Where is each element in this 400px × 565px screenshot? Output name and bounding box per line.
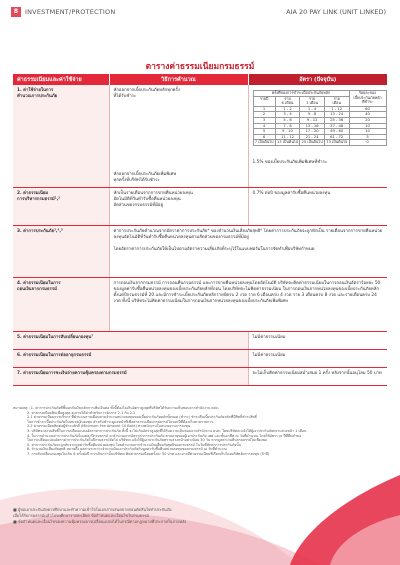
fee-rate <box>248 350 387 368</box>
advisory-bullets <box>13 507 387 525</box>
footnote: 6. จำนวนเงินเสี่ยงภัยสุทธิ หมายถึง ผลต่างระหว่างจำนวนเงินเอาประกันภัยกับมูลค่ารับซื้อคืนหน่วยลงทุนของกรมธรรม์ ณ วันที่คำนวณ <box>27 447 227 452</box>
page-number: 8 <box>11 7 21 17</box>
fee-rate <box>248 332 387 350</box>
table-row <box>13 278 387 332</box>
schedule-cell: 49 - 60 <box>324 129 349 135</box>
schedule-cell: 3 - 4 <box>275 112 300 118</box>
schedule-cell: 1 <box>253 106 275 112</box>
schedule-cell: 11 - 12 <box>275 134 300 140</box>
method-text-extra: โดยอัตราค่าการประกันภัยให้เป็นไปตามอัตราความเสี่ยงภัยที่ระบุไว้ในแบบฟอร์มในการจัดทำเพื่อบริษัทกำหนด <box>113 247 315 252</box>
fee-name-text: 3. ค่าการประกันภัย³,⁴,⁵ <box>17 229 63 234</box>
schedule-col: ราย 3 เดือน <box>300 96 325 106</box>
fee-rate <box>248 368 387 386</box>
fee-name <box>13 350 248 368</box>
column-header-fee: ค่าธรรมเนียมและค่าใช้จ่าย <box>13 74 109 85</box>
schedule-cell: 13 เป็นต้นไป <box>276 140 299 145</box>
schedule-cell: 5 - 6 <box>275 117 300 123</box>
footnote: ในการเปลี่ยนแปลงอัตราค่าการประกันภัยในปีกรมธรรม์ถัดไป บริษัทจะแจ้งให้ผู้เอาประกันภัยทราบล่วงหน้าอย่างน้อย 30 วัน หากมูลค่าเวนคืนกรมธรรม์ไม่เพียงพอ <box>27 438 267 443</box>
footnotes <box>13 406 387 457</box>
footnote: ในการชำระเบี้ยประกันภัยในหน่วยเงินลงทุน สำหรับชำระดูแลหน้าที่เพื่อค่าธรรมเนียมกรมธรรม์ในรอบปีที่ต้องเก็บตามรายการ <box>27 419 213 424</box>
schedule-header: ครั้งที่ของการชำระเบี้ยประกันภัยหลัก <box>253 91 349 97</box>
rate-text: ไม่มีค่าธรรมเนียม <box>252 335 286 340</box>
schedule-cell: 7 เป็นต้นไป <box>254 140 274 145</box>
footnote: 3. บริษัทจะสงวนสิทธิ์ในการเปลี่ยนแปลงอัตราค่าการประกันภัย ทั้งนี้ จะไม่เกินอัตราสูงสุดที่ได้รับความเห็นชอบจากสำนักงาน คปภ. โดยบริษัทจะแจ้งให้ผู้เอาประกันภัยทราบล่วงหน้า 1 เดือน <box>27 428 307 433</box>
schedule-cell: 17 - 20 <box>300 129 325 135</box>
schedule-cell: 4 <box>253 123 275 129</box>
page-title: ตารางค่าธรรมเนียมกรมธรรม์ <box>145 62 255 72</box>
table-row <box>13 350 387 368</box>
schedule-cell: 10 <box>349 123 386 129</box>
schedule-cell: 3 <box>253 117 275 123</box>
method-text: หักออกจากเบี้ยประกันภัยหลักทุกครั้ง ที่ได้รับชำระ <box>113 88 180 99</box>
rate-text: จะไม่เก็บคิดค่าธรรมเนียมสม่ำเสมอ 1 ครั้ง หลังจากนั้นอนุโลม 50 บาท <box>252 371 382 376</box>
schedule-cell: 7 - 8 <box>275 123 300 129</box>
footnote: 2.1 ค่าธรรมเนียมการบริหาร ที่คำนวณรายเดือนตามจำนวนหน่วยลงทุนของเบี้ยประกันภัยหลักทั้งหมด (ชำระ) ชำระคืนเบี้ยประกันภัยหลักที่มีสิทธิ์ชำระสิทธิ์ <box>27 415 257 420</box>
section-title: INVESTMENT/PROTECTION <box>25 8 116 16</box>
fee-name <box>13 188 109 226</box>
schedule-percent-header: ร้อยละของ เบี้ยประกันภัยหลัก ที่ชำระ <box>349 91 386 107</box>
method-text: ค่าการประกันภัยคำนวณจากอัตราค่าการประกันภัย* ของจำนวนเงินเสี่ยงภัยสุทธิ⁶ โดยค่าการประกันภัยจะถูกหักเป็น รายเดือนจากการขายคืนหน่วยลงทุนอัตโนมัติที่วันทำรับซื้อคืนหน่วยลงทุนตามสัดส่วนของกรมธรรม์ที่มีอยู่ <box>113 229 383 240</box>
schedule-col: ราย เดือน <box>324 96 349 106</box>
table-row <box>13 226 387 278</box>
schedule-cell: 2 <box>253 112 275 118</box>
schedule-cell: 9 - 10 <box>275 129 300 135</box>
table-row <box>13 332 387 350</box>
schedule-cell: 25 - 36 <box>324 117 349 123</box>
schedule-cell: 21 - 24 <box>300 134 325 140</box>
schedule-row <box>253 140 386 146</box>
bullet-text: ■ ข้อกำหนดและเงื่อนไขของความคุ้มครองอาจเปลี่ยนแปลงได้ในกรณีตามกฎหมายที่ประกาศในภายหลัง <box>13 519 187 524</box>
schedule-cell: 0 <box>349 140 386 146</box>
fee-name <box>13 332 248 350</box>
table-header-row <box>13 74 387 85</box>
fee-method <box>109 85 248 188</box>
fee-name <box>13 278 109 332</box>
fee-method <box>109 188 248 226</box>
fee-name <box>13 226 109 278</box>
rate-text: 0.7% ต่อปี ของมูลค่ารับซื้อคืนหน่วยลงทุน <box>252 191 331 196</box>
schedule-cell: 10 <box>349 129 386 135</box>
schedule-cell: 1 - 12 <box>324 106 349 112</box>
fee-table <box>13 74 387 386</box>
schedule-cell: 1 - 2 <box>275 106 300 112</box>
schedule-cell: 5 <box>349 134 386 140</box>
schedule-col: รายปี <box>253 96 275 106</box>
table-row <box>13 85 387 188</box>
fee-rate <box>248 188 387 226</box>
method-text-extra: หักออกจากเบี้ยประกันภัยเพิ่มพิเศษ ทุกครั้งที่บริษัทได้รับชำระ <box>113 172 177 183</box>
fee-name <box>13 368 248 386</box>
fee-name-text: 2. ค่าธรรมเนียม การบริหารกรมธรรม์¹,² <box>17 191 61 202</box>
fee-name <box>13 85 109 188</box>
footnote: 7. การสับเปลี่ยนกองทุนไม่เกิน 6 ครั้งต่อปี หากเกินกว่านั้นบริษัทจะคิดค่าธรรมเนียมครั้งละ 50 บาท และอาจมีค่าธรรมเนียมที่เรียกเก็บโดยบริษัทจัดการลงทุน (ถ้ามี) <box>27 451 270 456</box>
bullet-text: ■ ผู้ขอเอาประกันภัยควรศึกษาและทำความเข้าใจในเอกสารเสนอขายก่อนตัดสินใจทำประกันภัย <box>13 507 172 512</box>
product-name: AIA 20 PAY LINK (UNIT LINKED) <box>286 8 386 16</box>
fee-method <box>109 226 387 278</box>
schedule-cell: 40 <box>349 112 386 118</box>
fee-name-text: 5. ค่าธรรมเนียมในการสับเปลี่ยนกองทุน⁷ <box>17 335 94 340</box>
schedule-cell: 13 - 16 <box>300 123 325 129</box>
footnote: 4. ในการคำนวณค่าการประกันภัยในแต่ละปีกรมธรรม์ จะคำนวณจากอัตราค่าการประกันภัย ตามอายุของผู้เอาประกันภัย เพศ และชั้นอาชีพ ณ วันที่คำนวณ โดยใช้อัตรา ณ ปีที่ยื่นคำขอ <box>27 433 302 438</box>
schedule-cell: 25 เป็นต้นไป <box>301 140 323 145</box>
schedule-cell: 5 <box>253 129 275 135</box>
schedule-cell: 60 <box>349 106 386 112</box>
bullet-text: เมื่อได้รับกรมธรรม์แล้วโปรดศึกษารายละเอียด ข้อกำหนดและเงื่อนไขในกรมธรรม์ <box>13 513 149 518</box>
footnote: หมายเหตุ : 1. ค่าการประกันภัยที่ชิ้นยกกับเงินหลักการเพิ่มเงินต่อ ทั้งนี้ต้องไม่เกินอัตราสูงสุดที่บริษัทได้รับความเห็นชอบจากสำนักงาน คปภ. <box>13 406 220 410</box>
schedule-cell: 9 - 12 <box>300 117 325 123</box>
fee-rate <box>248 85 387 188</box>
fee-method <box>109 278 387 332</box>
column-header-method: วิธีการคำนวณ <box>109 74 248 85</box>
footnote: 2.2 ค่าธรรมเนียมติดต่อผู้ชำระศักดิ์ (Minimum Fee Amount 10 Baht) ทางพนักงานในหน่วยงานการลงทุน <box>27 424 191 429</box>
column-header-rate: อัตรา (ปัจจุบัน) <box>248 74 387 85</box>
schedule-cell: 73 เป็นต้นไป <box>326 140 348 145</box>
fee-name-text: 6. ค่าธรรมเนียมในการต่ออายุกรมธรรม์ <box>17 353 92 358</box>
schedule-cell: 37 - 48 <box>324 123 349 129</box>
schedule-cell: 5 - 8 <box>300 112 325 118</box>
fee-name-text: 1. ค่าใช้จ่ายในการ คำนวณการประกันภัย <box>17 88 58 99</box>
schedule-cell: 13 - 24 <box>324 112 349 118</box>
schedule-cell: 6 <box>253 134 275 140</box>
table-row <box>13 368 387 386</box>
footnote: 2. ค่าธรรมเนียมสินเชื่อสูงสุด คงรายได้ค่าสำหรับการจัดการ 2.1 กับ 2.2 <box>27 410 136 415</box>
method-text: การถอนเงินจากกรมธรรม์ การถอนคืนกรมธรรม์ และการขายคืนหน่วยลงทุนโดยอัตโนมัติ บริษัทจะคิดค่าธรรมเนียมในการถอนเงินอัตราร้อยละ 50 ของมูลค่ารับซื้อคืนหน่วยลงทุนของเบี้ยประกันภัยหลักที่ถอน โดยบริษัทจะไม่คิดค่าธรรมเนียม ในการถอนเงินจากหน่วยลงทุนของเบี้ยประกันภัยหลักตั้งแต่ปีกรมธรรม์ที่ 20 และมีการชำระเบี้ยประกันภัยหลักรายปีครบ 2 งวด ราย 6 เดือนครบ 4 งวด ราย 3 เดือนครบ 8 งวด และรายเดือนครบ 24 งวด ทั้งนี้ บริษัทจะไม่คิดค่าธรรมเนียมในการถอนเงินจากหน่วยลงทุนของเบี้ยประกันภัยเพิ่มพิเศษ <box>113 281 381 304</box>
schedule-cell: 1 - 4 <box>300 106 325 112</box>
rate-text-extra: 1.5% ของเบี้ยประกันภัยเพิ่มพิเศษที่ชำระ <box>252 159 328 165</box>
rate-text: ไม่มีค่าธรรมเนียม <box>252 353 286 358</box>
fee-name-text: 4. ค่าธรรมเนียมในการ ถอนเงินจากกรมธรรม์ <box>17 281 61 292</box>
footnote: 5. ค่าการประกันภัยจะถูกหักจากมูลค่ารับซื้อคืนหน่วยลงทุน โดยคำนวณจากจำนวนเงินเสี่ยงภัยสุทธิของกรมธรรม์ ในวันที่หักค่าการประกันภัยนั้น <box>27 442 242 447</box>
fee-name-text: 7. ค่าธรรมเนียมการชะเงินจ่ายความคุ้มครองตามกรมธรรม์ <box>17 371 127 376</box>
schedule-cell: 61 - 72 <box>324 134 349 140</box>
premium-schedule-table <box>253 90 387 146</box>
page-header <box>0 0 400 20</box>
method-text: หักเป็นรายเดือนจากการขายคืนหน่วยลงทุน อัตโนมัติที่วันทำรับซื้อคืนหน่วยลงทุน อัตส่วนของกรมธรรม์ที่มีอยู่ <box>113 191 193 208</box>
table-row <box>13 188 387 226</box>
schedule-cell: 20 <box>349 117 386 123</box>
schedule-col: ราย 6 เดือน <box>275 96 300 106</box>
